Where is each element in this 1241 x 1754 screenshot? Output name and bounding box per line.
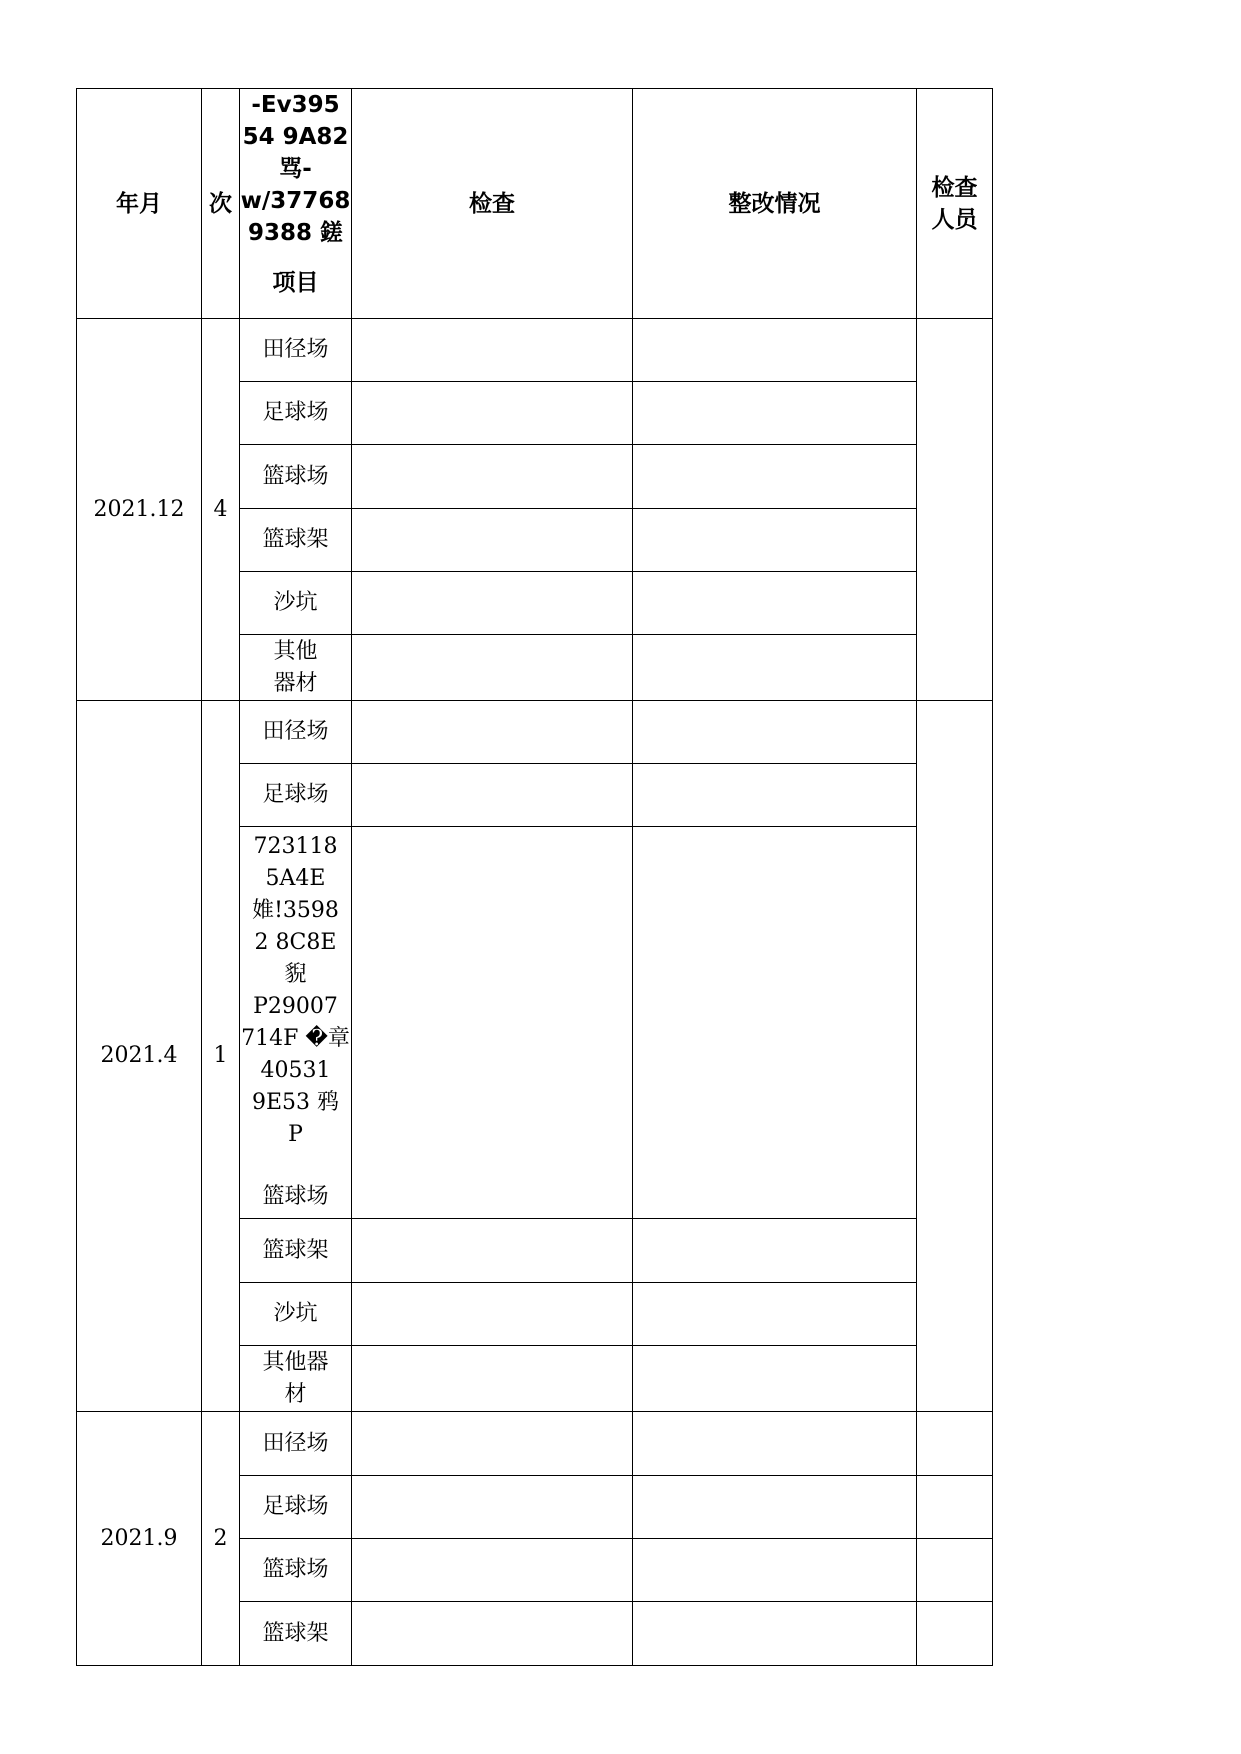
- check-cell: [352, 1219, 633, 1283]
- header-item-label: 项目: [272, 270, 319, 296]
- rectify-cell: [633, 1539, 917, 1602]
- rectify-cell: [633, 1412, 917, 1476]
- rectify-cell: [633, 509, 917, 572]
- item-cell: 篮球架: [240, 1219, 352, 1283]
- times-cell: 1: [202, 701, 240, 1412]
- header-item-code: -Ev395 54 9A82 骂- w/37768 9388 鎈: [240, 92, 351, 246]
- item-cell: 篮球场: [240, 445, 352, 509]
- inspector-cell: [917, 1602, 993, 1666]
- header-month: 年月: [77, 89, 202, 319]
- check-cell: [352, 764, 633, 827]
- check-cell: [352, 382, 633, 445]
- item-cell: 沙坑: [240, 572, 352, 635]
- rectify-cell: [633, 827, 917, 1219]
- item-cell: 篮球场: [240, 1539, 352, 1602]
- item-cell: [240, 827, 352, 1219]
- rectify-cell: [633, 1602, 917, 1666]
- item-cell: 田径场: [240, 1412, 352, 1476]
- header-times: 次: [202, 89, 240, 319]
- item-cell: 其他 器材: [240, 635, 352, 701]
- item-code-text: 723118 5A4E 婎!3598 2 8C8E 貎 P29007 714F �章 40531 9E53 鸦 P: [241, 834, 350, 1147]
- rectify-cell: [633, 445, 917, 509]
- rectify-cell: [633, 635, 917, 701]
- month-cell: 2021.4: [77, 701, 202, 1412]
- check-cell: [352, 1476, 633, 1539]
- check-cell: [352, 509, 633, 572]
- item-cell: 足球场: [240, 1476, 352, 1539]
- month-cell: 2021.9: [77, 1412, 202, 1666]
- item-cell: 足球场: [240, 382, 352, 445]
- rectify-cell: [633, 701, 917, 764]
- times-cell: 2: [202, 1412, 240, 1666]
- inspector-cell: [917, 319, 993, 701]
- table-row: [77, 319, 993, 382]
- check-cell: [352, 1602, 633, 1666]
- check-cell: [352, 827, 633, 1219]
- header-rectify: 整改情况: [633, 89, 917, 319]
- table-row: [77, 701, 993, 764]
- header-check: 检查: [352, 89, 633, 319]
- rectify-cell: [633, 1346, 917, 1412]
- check-cell: [352, 445, 633, 509]
- inspector-cell: [917, 701, 993, 1412]
- item-label: 篮球场: [262, 1184, 329, 1209]
- check-cell: [352, 572, 633, 635]
- check-cell: [352, 1412, 633, 1476]
- inspector-cell: [917, 1539, 993, 1602]
- inspector-cell: [917, 1412, 993, 1476]
- check-cell: [352, 1346, 633, 1412]
- item-cell: 篮球架: [240, 509, 352, 572]
- item-cell: 沙坑: [240, 1283, 352, 1346]
- rectify-cell: [633, 382, 917, 445]
- month-cell: 2021.12: [77, 319, 202, 701]
- rectify-cell: [633, 1476, 917, 1539]
- check-cell: [352, 635, 633, 701]
- check-cell: [352, 701, 633, 764]
- check-cell: [352, 1539, 633, 1602]
- rectify-cell: [633, 1283, 917, 1346]
- item-cell: 足球场: [240, 764, 352, 827]
- rectify-cell: [633, 319, 917, 382]
- item-cell: 其他器 材: [240, 1346, 352, 1412]
- inspector-cell: [917, 1476, 993, 1539]
- item-cell: 田径场: [240, 319, 352, 382]
- header-inspector: 检查 人员: [917, 89, 993, 319]
- table-row: [77, 1412, 993, 1476]
- rectify-cell: [633, 764, 917, 827]
- check-cell: [352, 1283, 633, 1346]
- item-cell: 田径场: [240, 701, 352, 764]
- inspection-table: [76, 88, 993, 1666]
- check-cell: [352, 319, 633, 382]
- header-item: [240, 89, 352, 319]
- rectify-cell: [633, 1219, 917, 1283]
- header-row: [77, 89, 993, 319]
- item-cell: 篮球架: [240, 1602, 352, 1666]
- times-cell: 4: [202, 319, 240, 701]
- rectify-cell: [633, 572, 917, 635]
